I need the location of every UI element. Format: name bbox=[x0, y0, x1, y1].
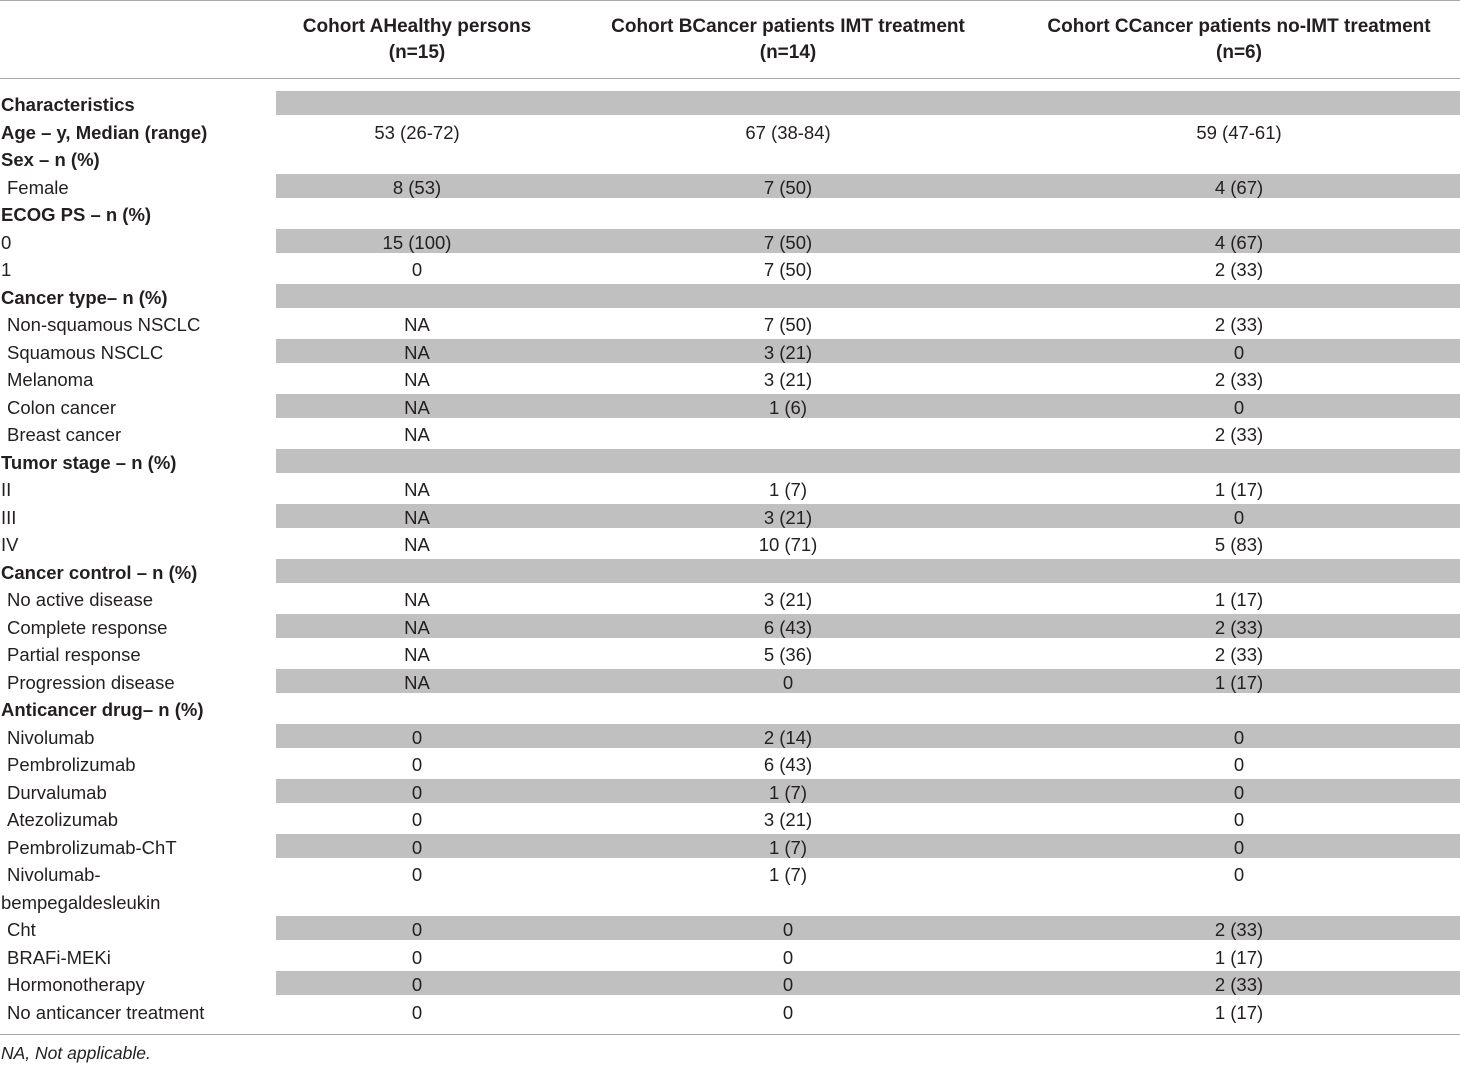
cohort-a-value: 53 (26-72) bbox=[374, 121, 460, 143]
cohort-c-value: 0 bbox=[1233, 809, 1245, 830]
cohort-b-value: 67 (38-84) bbox=[745, 121, 831, 143]
row-label: IV bbox=[1, 534, 19, 555]
cohort-c-value: 1 (17) bbox=[1214, 671, 1264, 693]
table-row bbox=[0, 365, 1460, 393]
cohort-b-value: 0 bbox=[782, 946, 794, 968]
cohort-c-value: 1 (17) bbox=[1214, 946, 1264, 968]
cohort-c-value: 0 bbox=[1233, 396, 1245, 418]
cohort-c-value: 1 (17) bbox=[1214, 479, 1264, 500]
row-label: BRAFi-MEKi bbox=[7, 946, 111, 968]
row-label: Hormonotherapy bbox=[7, 974, 145, 995]
cohort-b-value: 7 (50) bbox=[763, 314, 813, 335]
row-label: Female bbox=[7, 176, 69, 198]
cohort-c-value: 0 bbox=[1233, 506, 1245, 528]
cohort-c-value: 5 (83) bbox=[1214, 534, 1264, 555]
table-footnote: NA, Not applicable. bbox=[1, 1043, 151, 1063]
cohort-a-value: NA bbox=[404, 671, 430, 693]
table-row bbox=[0, 90, 1460, 118]
cohort-c-value bbox=[1018, 283, 1460, 311]
cohort-b-value bbox=[598, 695, 978, 723]
cohort-a-value: NA bbox=[404, 341, 430, 363]
cohort-b-value: 2 (14) bbox=[763, 726, 813, 748]
table-row bbox=[0, 998, 1460, 1026]
row-label: Progression disease bbox=[7, 671, 175, 693]
table-row bbox=[0, 613, 1460, 641]
cohort-a-value: NA bbox=[404, 314, 430, 335]
cohort-b-value bbox=[598, 90, 978, 118]
table-row bbox=[0, 943, 1460, 971]
cohort-c-value: 0 bbox=[1233, 836, 1245, 858]
table-row bbox=[0, 915, 1460, 943]
cohort-a-value: NA bbox=[404, 396, 430, 418]
table-row bbox=[0, 420, 1460, 448]
row-label: 0 bbox=[1, 231, 12, 253]
row-label: Durvalumab bbox=[7, 781, 107, 803]
cohort-c-value: 2 (33) bbox=[1214, 259, 1264, 280]
cohort-b-value: 1 (7) bbox=[768, 836, 808, 858]
table-row bbox=[0, 200, 1460, 228]
row-label: Nivolumab- bbox=[7, 864, 101, 885]
cohort-a-value bbox=[276, 448, 558, 476]
table-row bbox=[0, 668, 1460, 696]
cohort-b-value: 7 (50) bbox=[763, 259, 813, 280]
row-label: Breast cancer bbox=[7, 424, 122, 445]
row-label-continued: bempegaldesleukin bbox=[1, 891, 161, 913]
cohort-a-value: 0 bbox=[411, 726, 423, 748]
cohort-b-value: 0 bbox=[782, 919, 794, 940]
table-row bbox=[0, 503, 1460, 531]
row-label: Squamous NSCLC bbox=[7, 341, 164, 363]
header-rule bbox=[0, 78, 1460, 79]
cohort-a-value: 15 (100) bbox=[382, 231, 452, 253]
cohort-b-value: 0 bbox=[782, 671, 794, 693]
cohort-c-value: 2 (33) bbox=[1214, 644, 1264, 665]
cohort-c-value: 1 (17) bbox=[1214, 1001, 1264, 1023]
cohort-b-value: 1 (6) bbox=[768, 396, 808, 418]
cohort-a-value: NA bbox=[404, 424, 430, 445]
table-row bbox=[0, 145, 1460, 173]
row-label: Anticancer drug– n (%) bbox=[1, 699, 204, 720]
cohort-c-value bbox=[1018, 200, 1460, 228]
table-row bbox=[0, 640, 1460, 668]
table-row bbox=[0, 393, 1460, 421]
cohort-a-value bbox=[276, 200, 558, 228]
row-label: III bbox=[1, 506, 17, 528]
cohort-a-value: 0 bbox=[411, 781, 423, 803]
cohort-b-value bbox=[598, 448, 978, 476]
table-row bbox=[0, 833, 1460, 861]
row-label: II bbox=[1, 479, 12, 500]
row-label: Nivolumab bbox=[7, 726, 95, 748]
cohort-a-value: 0 bbox=[411, 864, 423, 885]
table-row bbox=[0, 118, 1460, 146]
row-label: Cht bbox=[7, 919, 36, 940]
cohort-b-value: 3 (21) bbox=[763, 809, 813, 830]
cohort-b-value: 3 (21) bbox=[763, 341, 813, 363]
cohort-b-value: 10 (71) bbox=[758, 534, 818, 555]
cohort-a-value: NA bbox=[404, 534, 430, 555]
cohort-c-value bbox=[1018, 448, 1460, 476]
table-row bbox=[0, 448, 1460, 476]
row-label: Characteristics bbox=[1, 94, 135, 115]
cohort-c-value: 2 (33) bbox=[1214, 369, 1264, 390]
cohort-c-value: 2 (33) bbox=[1214, 314, 1264, 335]
cohort-a-value: 0 bbox=[411, 836, 423, 858]
cohort-a-value: NA bbox=[404, 644, 430, 665]
table-row bbox=[0, 860, 1460, 913]
row-label: Complete response bbox=[7, 616, 168, 638]
cohort-a-value: 0 bbox=[411, 946, 423, 968]
cohort-c-value: 4 (67) bbox=[1214, 231, 1264, 253]
cohort-a-value bbox=[276, 558, 558, 586]
cohort-a-value: 0 bbox=[411, 259, 423, 280]
cohort-b-value: 1 (7) bbox=[768, 864, 808, 885]
table-row bbox=[0, 338, 1460, 366]
bottom-rule bbox=[0, 1034, 1460, 1035]
cohort-c-value bbox=[1018, 145, 1460, 173]
cohort-b-value: 3 (21) bbox=[763, 589, 813, 610]
cohort-b-value: 6 (43) bbox=[763, 616, 813, 638]
cohort-a-value: NA bbox=[404, 369, 430, 390]
table-row bbox=[0, 805, 1460, 833]
cohort-a-value: 0 bbox=[411, 809, 423, 830]
cohort-b-value: 1 (7) bbox=[768, 781, 808, 803]
cohort-a-value: NA bbox=[404, 589, 430, 610]
table-row bbox=[0, 723, 1460, 751]
row-label: Partial response bbox=[7, 644, 141, 665]
cohort-a-value bbox=[276, 283, 558, 311]
table-row bbox=[0, 695, 1460, 723]
cohort-c-value bbox=[1018, 558, 1460, 586]
cohort-c-value: 0 bbox=[1233, 781, 1245, 803]
cohort-c-value: 2 (33) bbox=[1214, 974, 1264, 995]
cohort-b-value: 3 (21) bbox=[763, 369, 813, 390]
table-row bbox=[0, 228, 1460, 256]
cohort-c-value: 4 (67) bbox=[1214, 176, 1264, 198]
cohort-b-value bbox=[598, 145, 978, 173]
table-row bbox=[0, 475, 1460, 503]
row-label: Pembrolizumab-ChT bbox=[7, 836, 177, 858]
header-cohort-b: Cohort BCancer patients IMT treatment (n=14) bbox=[611, 16, 965, 63]
row-label: Sex – n (%) bbox=[1, 149, 100, 170]
cohort-a-value: NA bbox=[404, 479, 430, 500]
cohort-b-value bbox=[598, 558, 978, 586]
cohort-b-value: 7 (50) bbox=[763, 176, 813, 198]
cohort-a-value: 0 bbox=[411, 919, 423, 940]
cohort-c-value: 0 bbox=[1233, 341, 1245, 363]
row-label: Pembrolizumab bbox=[7, 754, 136, 775]
cohort-b-value: 7 (50) bbox=[763, 231, 813, 253]
header-cohort-c: Cohort CCancer patients no-IMT treatment (n=6) bbox=[1047, 16, 1431, 63]
cohort-a-value: 0 bbox=[411, 754, 423, 775]
row-label: ECOG PS – n (%) bbox=[1, 204, 152, 225]
table-row bbox=[0, 970, 1460, 998]
cohort-c-value: 2 (33) bbox=[1214, 424, 1264, 445]
cohort-b-value bbox=[598, 283, 978, 311]
header-cohort-a: Cohort AHealthy persons (n=15) bbox=[302, 16, 532, 63]
cohort-c-value bbox=[1018, 90, 1460, 118]
cohort-b-value: 6 (43) bbox=[763, 754, 813, 775]
table-row bbox=[0, 585, 1460, 613]
row-label: Colon cancer bbox=[7, 396, 117, 418]
cohort-b-value: 0 bbox=[782, 974, 794, 995]
row-label: Melanoma bbox=[7, 369, 94, 390]
cohort-c-value: 59 (47-61) bbox=[1196, 121, 1282, 143]
table-row bbox=[0, 558, 1460, 586]
cohort-a-value bbox=[276, 145, 558, 173]
cohort-c-value: 2 (33) bbox=[1214, 616, 1264, 638]
cohort-c-value: 2 (33) bbox=[1214, 919, 1264, 940]
cohort-a-value: 0 bbox=[411, 974, 423, 995]
row-label: No active disease bbox=[7, 589, 154, 610]
cohort-b-value: 1 (7) bbox=[768, 479, 808, 500]
cohort-c-value: 1 (17) bbox=[1214, 589, 1264, 610]
row-label: Age – y, Median (range) bbox=[1, 121, 208, 143]
cohort-b-value bbox=[598, 420, 978, 448]
cohort-b-value: 5 (36) bbox=[763, 644, 813, 665]
cohort-c-value: 0 bbox=[1233, 864, 1245, 885]
cohort-a-value: NA bbox=[404, 616, 430, 638]
cohort-a-value: 8 (53) bbox=[392, 176, 442, 198]
row-label: Cancer control – n (%) bbox=[1, 561, 198, 583]
cohort-a-value: NA bbox=[404, 506, 430, 528]
table-row bbox=[0, 750, 1460, 778]
cohort-a-value bbox=[276, 90, 558, 118]
cohort-c-value: 0 bbox=[1233, 754, 1245, 775]
cohort-a-value bbox=[276, 695, 558, 723]
cohort-b-value bbox=[598, 200, 978, 228]
row-label: No anticancer treatment bbox=[7, 1001, 205, 1023]
cohort-c-value: 0 bbox=[1233, 726, 1245, 748]
table-row bbox=[0, 310, 1460, 338]
table-row bbox=[0, 778, 1460, 806]
table-row bbox=[0, 255, 1460, 283]
row-label: Atezolizumab bbox=[7, 809, 119, 830]
row-label: Tumor stage – n (%) bbox=[1, 451, 177, 473]
cohort-b-value: 3 (21) bbox=[763, 506, 813, 528]
table-row bbox=[0, 283, 1460, 311]
cohort-c-value bbox=[1018, 695, 1460, 723]
table-row bbox=[0, 530, 1460, 558]
row-label: Non-squamous NSCLC bbox=[7, 314, 201, 335]
table-row bbox=[0, 173, 1460, 201]
table-header bbox=[0, 0, 1460, 80]
cohort-a-value: 0 bbox=[411, 1001, 423, 1023]
row-label: Cancer type– n (%) bbox=[1, 286, 168, 308]
row-label: 1 bbox=[1, 259, 12, 280]
cohort-b-value: 0 bbox=[782, 1001, 794, 1023]
